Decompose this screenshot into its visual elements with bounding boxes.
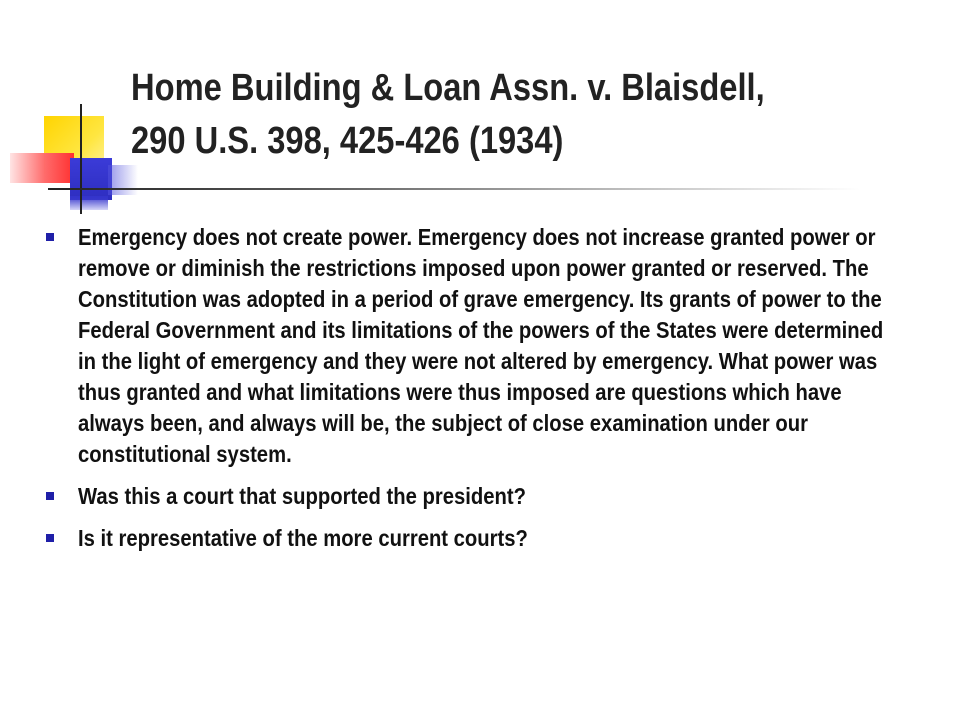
bullet-item-quote [46,222,946,470]
square-bullet-icon [46,233,54,241]
bullet-text: Emergency does not create power. Emergency does not increase granted power or remove or diminish the restrictions imposed upon power granted or reserved. The Constitution was adopted in a period of grave emergency. Its grants of power to the Federal Government and its limitations of the powers of the States were determined in the light of emergency and they were not altered by emergency. What power was thus granted and what limitations were thus imposed are questions which have always been, and always will be, the subject of close examination under our constitutional system. [78,224,884,467]
blue-bottom-shape [70,196,108,210]
title-line-2: 290 U.S. 398, 425-426 (1934) [131,120,564,162]
square-bullet-icon [46,534,54,542]
bullet-item-question-2 [46,523,946,554]
square-bullet-icon [46,492,54,500]
bullet-item-question-1 [46,481,946,512]
bullet-text: Was this a court that supported the president? [78,483,526,509]
decorative-logo [0,0,140,230]
vertical-rule [80,104,82,214]
slide-title [131,62,819,168]
red-bar-shape [10,153,74,183]
blue-square-shape [70,158,112,200]
blue-fade-shape [108,165,138,195]
bullet-text: Is it representative of the more current courts? [78,525,528,551]
title-underline-rule [48,188,860,190]
bullet-list [46,222,946,565]
title-line-1: Home Building & Loan Assn. v. Blaisdell, [131,67,765,109]
